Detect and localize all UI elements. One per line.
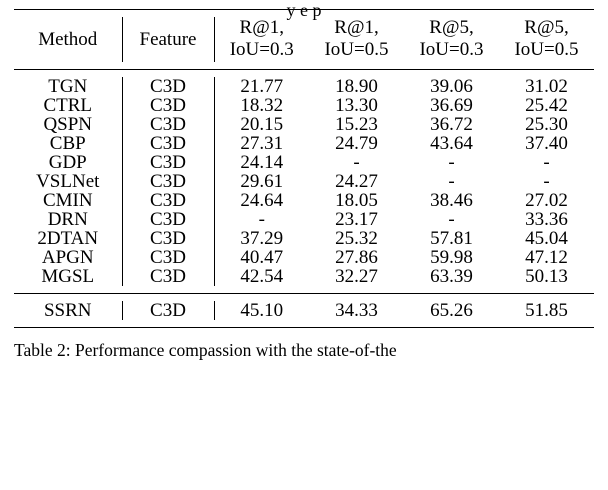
cell-method: TGN [14,77,122,96]
cell-r1-iou05: 13.30 [335,94,378,116]
header-feature: Feature [122,17,214,62]
header-metric-3-line1: R@5, [429,17,474,38]
cell-r1-iou05: 23.17 [335,208,378,230]
header-metric-2-line2: IoU=0.5 [324,39,389,61]
body-top-spacer [14,70,594,77]
cell-r5-iou03: 43.64 [430,132,473,154]
cell-method: CTRL [14,96,122,115]
cell-r5-iou05: 33.36 [525,208,568,230]
cell-feature: C3D [122,191,214,210]
cell-r5-iou05: 50.13 [525,265,568,287]
cell-r5-iou03: - [448,151,455,173]
cell-r5-iou05: 25.42 [525,94,568,116]
cell-r5-iou05: 27.02 [525,189,568,211]
cell-r1-iou03: 29.61 [240,170,284,192]
cell-r5-iou05: 51.85 [525,299,568,321]
cell-r1-iou03: 37.29 [240,227,284,249]
cell-feature: C3D [122,172,214,191]
cell-r1-iou03: 20.15 [240,113,284,135]
table-row [14,96,594,115]
cell-feature: C3D [122,267,214,286]
cell-feature: C3D [122,96,214,115]
cell-r5-iou03: 39.06 [430,75,473,97]
cell-r5-iou05: 31.02 [525,75,568,97]
header-metric-4 [499,17,594,62]
header-metric-2-line1: R@1, [334,17,379,38]
cell-feature: C3D [122,229,214,248]
cell-r5-iou03: 63.39 [430,265,473,287]
cell-r5-iou03: - [448,170,455,192]
cell-method: GDP [14,153,122,172]
cell-method: VSLNet [14,172,122,191]
cell-r5-iou05: - [543,151,550,173]
table-row [14,115,594,134]
cell-feature: C3D [122,134,214,153]
post-rule-spacer [14,294,594,301]
cell-method: SSRN [14,301,122,320]
cell-r1-iou05: 34.33 [335,299,378,321]
cell-r5-iou03: 38.46 [430,189,473,211]
cell-r5-iou03: 59.98 [430,246,473,268]
cell-r1-iou03: 18.32 [240,94,284,116]
header-metric-4-line2: IoU=0.5 [514,39,579,61]
cell-feature: C3D [122,248,214,267]
cell-method: 2DTAN [14,229,122,248]
table-bottom-rule [14,327,594,328]
table-row [14,191,594,210]
cell-r1-iou05: 18.90 [335,75,378,97]
cell-method: APGN [14,248,122,267]
cell-r5-iou05: 47.12 [525,246,568,268]
cell-r5-iou03: 36.69 [430,94,473,116]
table-row [14,77,594,96]
header-metric-3-line2: IoU=0.3 [419,39,484,61]
cell-r1-iou03: 27.31 [240,132,284,154]
cell-r5-iou05: - [543,170,550,192]
cell-r1-iou03: - [258,208,265,230]
table-caption-text: Table 2: Performance compassion with the state-of-the [14,339,397,360]
header-metric-4-line1: R@5, [524,17,569,38]
cell-r1-iou05: 32.27 [335,265,378,287]
cell-r1-iou05: 24.79 [335,132,378,154]
cell-method: CMIN [14,191,122,210]
results-table [14,9,594,328]
table-row [14,229,594,248]
cell-r5-iou05: 25.30 [525,113,568,135]
header-method: Method [14,17,122,62]
header-metric-1 [214,17,309,62]
cell-r5-iou03: 65.26 [430,299,473,321]
cell-method: QSPN [14,115,122,134]
header-metric-2 [309,17,404,62]
cell-feature: C3D [122,301,214,320]
cell-r1-iou05: 25.32 [335,227,378,249]
table-row-highlight [14,301,594,320]
header-metric-1-line2: IoU=0.3 [229,39,294,61]
cell-feature: C3D [122,77,214,96]
table-header-row [14,17,594,62]
table-row [14,210,594,229]
header-bottom-spacer [14,62,594,70]
cell-r5-iou03: 57.81 [430,227,473,249]
cell-r1-iou05: - [353,151,360,173]
table-row [14,172,594,191]
cell-r1-iou05: 27.86 [335,246,378,268]
cell-feature: C3D [122,153,214,172]
cell-r1-iou05: 24.27 [335,170,378,192]
table-caption [14,340,594,362]
cell-r5-iou03: - [448,208,455,230]
cell-r5-iou03: 36.72 [430,113,473,135]
header-metric-3 [404,17,499,62]
cell-r1-iou03: 24.64 [240,189,284,211]
table-row [14,248,594,267]
cell-r5-iou05: 37.40 [525,132,568,154]
cell-r1-iou05: 18.05 [335,189,378,211]
table-row [14,134,594,153]
cell-r1-iou03: 45.10 [240,299,284,321]
cell-method: MGSL [14,267,122,286]
cell-r1-iou05: 15.23 [335,113,378,135]
cell-method: DRN [14,210,122,229]
cell-feature: C3D [122,115,214,134]
cell-method: CBP [14,134,122,153]
cell-r1-iou03: 24.14 [240,151,284,173]
cell-r1-iou03: 42.54 [240,265,284,287]
cell-r1-iou03: 21.77 [240,75,284,97]
cropped-title-text: y e p [286,0,322,20]
cell-feature: C3D [122,210,214,229]
header-metric-1-line1: R@1, [239,17,284,38]
cell-r1-iou03: 40.47 [240,246,284,268]
table-row [14,267,594,286]
pre-highlight-spacer [14,286,594,294]
bottom-spacer [14,320,594,328]
table-row [14,153,594,172]
cell-r5-iou05: 45.04 [525,227,568,249]
